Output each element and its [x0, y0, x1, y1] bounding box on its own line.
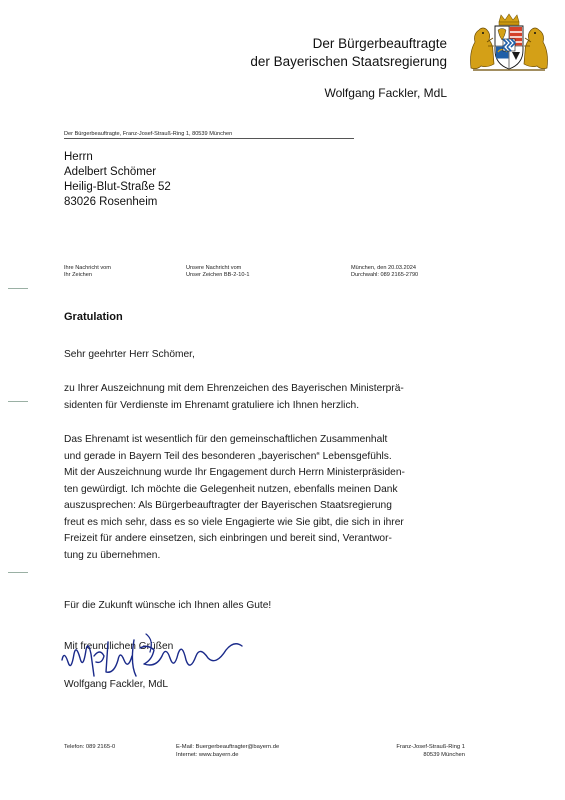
paragraph-2: [64, 432, 484, 564]
footer-email: E-Mail: Buergerbeauftragter@bayern.de: [176, 744, 280, 750]
paragraph-line: Das Ehrenamt ist wesentlich für den gemeinschaftlichen Zusammenhalt: [64, 434, 388, 445]
fold-mark-top: [8, 288, 28, 289]
footer-city: 80539 München: [423, 751, 465, 758]
footer-address: [396, 744, 465, 759]
letter-subject: Gratulation: [64, 311, 123, 323]
signer-name: Wolfgang Fackler, MdL: [64, 679, 168, 690]
footer-contact: [176, 744, 279, 759]
footer-phone: Telefon: 089 2165-0: [64, 744, 116, 750]
paragraph-line: zu Ihrer Auszeichnung mit dem Ehrenzeichen des Bayerischen Ministerprä-: [64, 383, 404, 394]
recipient-address: [64, 150, 171, 210]
footer-internet: Internet: www.bayern.de: [176, 751, 239, 758]
recipient-name: Adelbert Schömer: [64, 166, 157, 178]
your-message-label: Ihre Nachricht vom: [64, 265, 111, 271]
recipient-city: 83026 Rosenheim: [64, 196, 158, 208]
paragraph-1: [64, 381, 484, 414]
letterhead-title-line2: der Bayerischen Staatsregierung: [250, 54, 447, 69]
recipient-salutation: Herrn: [64, 151, 93, 163]
paragraph-line: auszusprechen: Als Bürgerbeauftragter der Bayerischen Staatsregierung: [64, 500, 392, 511]
our-message-label: Unsere Nachricht vom: [186, 265, 242, 271]
sender-address-line: Der Bürgerbeauftragte, Franz-Josef-Strauß-Ring 1, 80539 München: [64, 131, 233, 137]
paragraph-line: sidenten für Verdienste im Ehrenamt gratuliere ich Ihnen herzlich.: [64, 399, 360, 411]
paragraph-line: Freizeit für andere einsetzen, sich einbringen und bereit sind, Verantwor-: [64, 533, 392, 544]
paragraph-line: Mit der Auszeichnung wurde Ihr Engagement durch Herrn Ministerpräsiden-: [64, 467, 405, 478]
closing-formula: Mit freundlichen Grüßen: [64, 641, 174, 652]
paragraph-line: und gerade in Bayern Teil des besonderen „bayerischen“ Lebensgefühls.: [64, 450, 392, 462]
bavarian-coat-of-arms-icon: [467, 12, 551, 74]
paragraph-line: ten gewürdigt. Ich möchte die Gelegenheit nutzen, ebenfalls meinen Dank: [64, 483, 398, 495]
letterhead-name: Wolfgang Fackler, MdL: [324, 86, 447, 100]
paragraph-line: freut es mich sehr, dass es so viele Engagierte wie Sie gibt, die sich in ihrer: [64, 516, 404, 528]
place-date: München, den 20.03.2024: [351, 265, 417, 271]
fold-mark-middle: [8, 401, 28, 402]
recipient-street: Heilig-Blut-Straße 52: [64, 181, 171, 193]
sender-divider: [64, 138, 354, 139]
your-ref-label: Ihr Zeichen: [64, 272, 92, 278]
footer-street: Franz-Josef-Strauß-Ring 1: [396, 744, 465, 750]
paragraph-3: Für die Zukunft wünsche ich Ihnen alles Gute!: [64, 600, 272, 611]
letterhead-title-line1: Der Bürgerbeauftragte: [312, 36, 447, 51]
letter-salutation: Sehr geehrter Herr Schömer,: [64, 349, 195, 360]
our-ref: Unser Zeichen BB-2-10-1: [186, 272, 250, 278]
reference-our-message: [186, 265, 249, 279]
reference-date-phone: [351, 265, 418, 279]
paragraph-line: tung zu übernehmen.: [64, 549, 161, 561]
reference-your-message: [64, 265, 111, 279]
direct-phone: Durchwahl: 089 2165-2790: [351, 272, 419, 278]
fold-mark-bottom: [8, 572, 28, 573]
